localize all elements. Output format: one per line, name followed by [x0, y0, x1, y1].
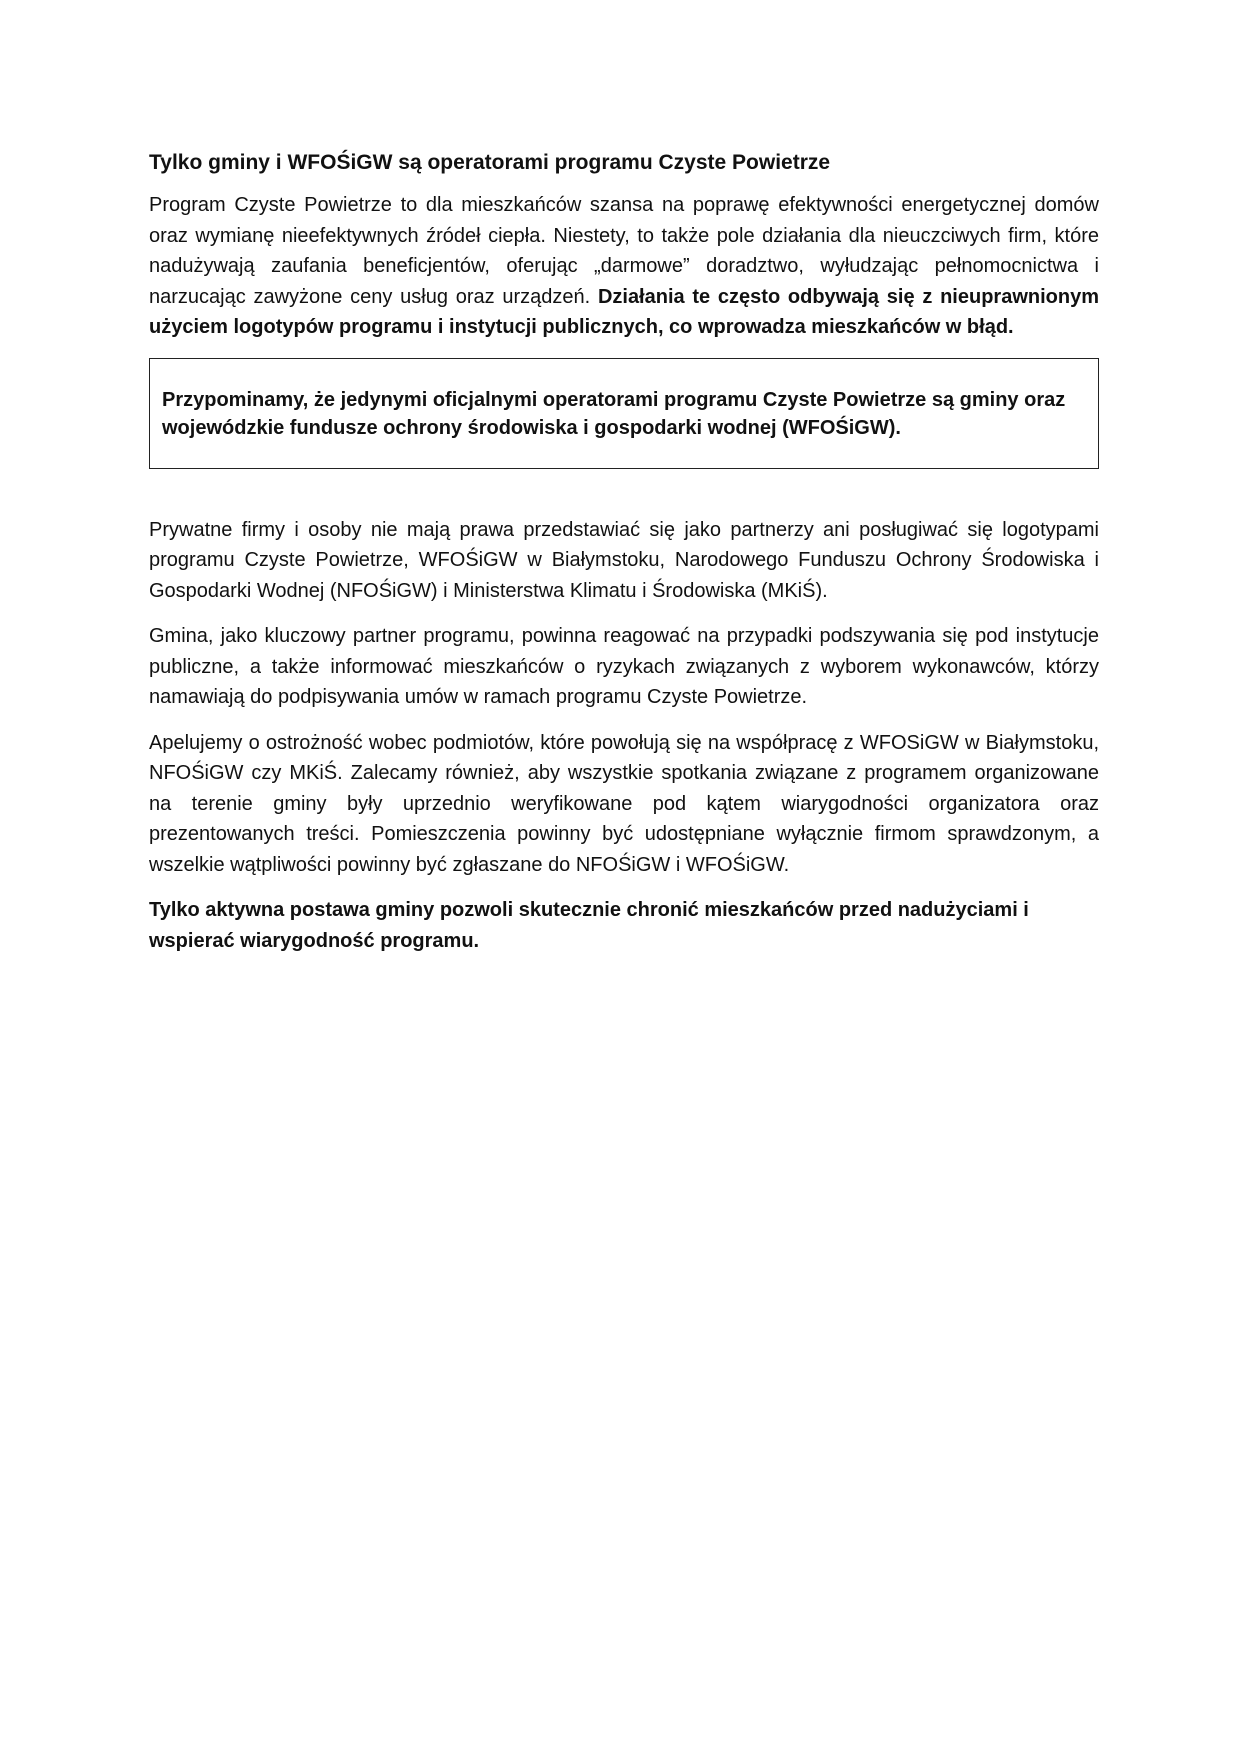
- paragraph-logos: Prywatne firmy i osoby nie mają prawa przedstawiać się jako partnerzy ani posługiwać się logotypami programu Czyste Powietrze, WFOŚiGW w Białymstoku, Narodowego Funduszu Ochrony Środowiska i Gospodarki Wodnej (NFOŚiGW) i Ministerstwa Klimatu i Środowiska (MKiŚ).: [149, 518, 1099, 602]
- notice-text: Przypominamy, że jedynymi oficjalnymi operatorami programu Czyste Powietrze są gminy oraz wojewódzkie fundusze ochrony środowiska i gospodarki wodnej (WFOŚiGW).: [162, 388, 1066, 439]
- intro-paragraph: [149, 190, 1099, 343]
- notice-box: [149, 358, 1099, 469]
- document-page: [149, 148, 1099, 956]
- intro-bold-text: Działania te często odbywają się z nieuprawnionym użyciem logotypów programu i instytucji publicznych, co wprowadza mieszkańców w błąd.: [149, 285, 1099, 338]
- document-title: Tylko gminy i WFOŚiGW są operatorami programu Czyste Powietrze: [149, 151, 831, 174]
- intro-text: Program Czyste Powietrze to dla mieszkańców szansa na poprawę efektywności energetycznej domów oraz wymianę nieefektywnych źródeł ciepła. Niestety, to także pole działania dla nieuczciwych firm, które nadużywają zaufania beneficjentów, oferując „darmowe” doradztwo, wyłudzając pełnomocnictwa i narzucając zawyżone ceny usług oraz urządzeń.: [149, 194, 1099, 308]
- paragraph-appeal: Apelujemy o ostrożność wobec podmiotów, które powołują się na współpracę z WFOSiGW w Białymstoku, NFOŚiGW czy MKiŚ. Zalecamy również, aby wszystkie spotkania związane z programem organizowane na terenie gminy były uprzednio weryfikowane pod kątem wiarygodności organizatora oraz prezentowanych treści. Pomieszczenia powinny być udostępniane wyłącznie firmom sprawdzonym, a wszelkie wątpliwości powinny być zgłaszane do NFOŚiGW i WFOŚiGW.: [149, 731, 1099, 876]
- paragraph-municipality-role: Gmina, jako kluczowy partner programu, powinna reagować na przypadki podszywania się pod instytucje publiczne, a także informować mieszkańców o ryzykach związanych z wyborem wykonawców, którzy namawiają do podpisywania umów w ramach programu Czyste Powietrze.: [149, 625, 1099, 708]
- closing-statement: Tylko aktywna postawa gminy pozwoli skutecznie chronić mieszkańców przed nadużyciami i wspierać wiarygodność programu.: [149, 899, 1029, 952]
